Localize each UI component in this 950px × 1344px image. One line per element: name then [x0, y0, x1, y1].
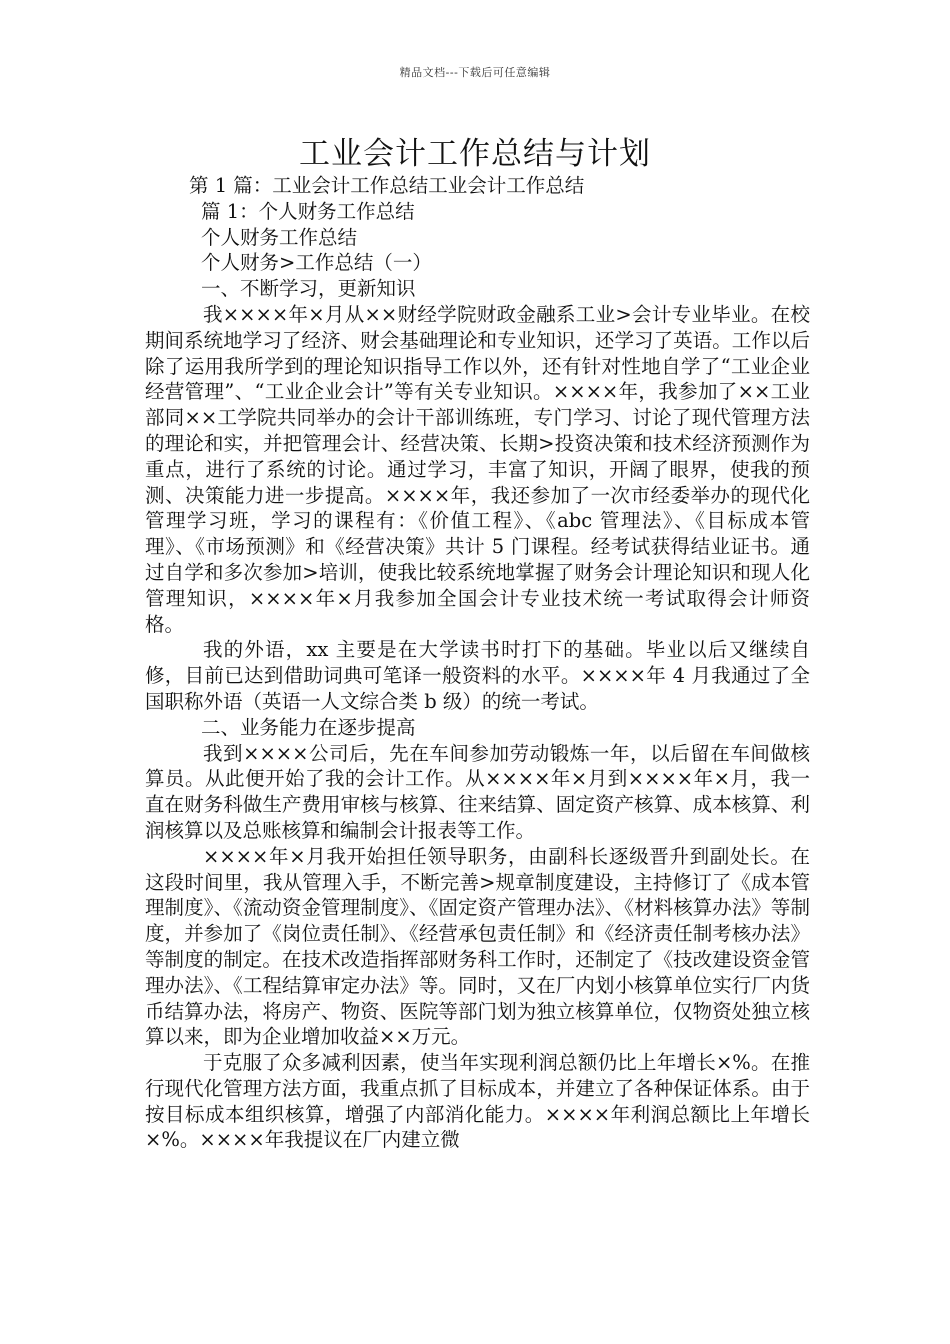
document-title: 工业会计工作总结与计划: [299, 136, 651, 172]
header-note: 精品文档---下载后可任意编辑: [399, 66, 551, 79]
part-heading-2: 二、业务能力在逐步提高: [201, 715, 416, 739]
section-heading: 篇 1：个人财务工作总结: [201, 199, 415, 223]
paragraph-3: 我到××××公司后，先在车间参加劳动锻炼一年，以后留在车间做核算员。从此便开始了我的会计工作。从××××年×月到××××年×月，我一直在财务科做生产费用审核与核算、往来结算、固定资产核算、成本核算、利润核算以及总账核算和编制会计报表等工作。: [145, 741, 810, 842]
paragraph-4: ××××年×月我开始担任领导职务，由副科长逐级晋升到副处长。在这段时间里，我从管理入手，不断完善>规章制度建设，主持修订了《成本管理制度》、《流动资金管理制度》、《固定资产管理办法》、《材料核算办法》等制度，并参加了《岗位责任制》、《经营承包责任制》和《经济责任制考核办法》等制度的制定。在技术改造指挥部财务科工作时，还制定了《技改建设资金管理办法》、《工程结算审定办法》等。同时，又在厂内划小核算单位实行厂内货币结算办法，将房产、物资、医院等部门划为独立核算单位，仅物资处独立核算以来，即为企业增加收益××万元。: [145, 844, 810, 1049]
paragraph-5: 于克服了众多减利因素，使当年实现利润总额仍比上年增长×%。在推行现代化管理方法方面，我重点抓了目标成本，并建立了各种保证体系。由于按目标成本组织核算，增强了内部消化能力。××××年利润总额比上年增长×%。××××年我提议在厂内建立微: [145, 1051, 810, 1152]
chapter-heading: 第 1 篇：工业会计工作总结工业会计工作总结: [189, 174, 585, 197]
document-body: [145, 173, 810, 1153]
subsection-heading-numbered: 个人财务>工作总结（一）: [201, 251, 432, 275]
part-heading-1: 一、不断学习，更新知识: [201, 277, 416, 301]
paragraph-1: 我××××年×月从××财经学院财政金融系工业>会计专业毕业。在校期间系统地学习了经济、财会基础理论和专业知识，还学习了英语。工作以后除了运用我所学到的理论知识指导工作以外，还有针对性地自学了“工业企业经营管理”、“工业企业会计”等有关专业知识。××××年，我参加了××工业部同××工学院共同举办的会计干部训练班，专门学习、讨论了现代管理方法的理论和实，并把管理会计、经营决策、长期>投资决策和技术经济预测作为重点，进行了系统的讨论。通过学习，丰富了知识，开阔了眼界，使我的预测、决策能力进一步提高。××××年，我还参加了一次市经委举办的现代化管理学习班，学习的课程有：《价值工程》、《abc 管理法》、《目标成本管理》、《市场预测》和《经营决策》共计 5 门课程。经考试获得结业证书。通过自学和多次参加>培训，使我比较系统地掌握了财务会计理论知识和现人化管理知识，××××年×月我参加全国会计专业技术统一考试取得会计师资格。: [145, 302, 810, 636]
paragraph-2: 我的外语，xx 主要是在大学读书时打下的基础。毕业以后又继续自修，目前已达到借助词典可笔译一般资料的水平。××××年 4 月我通过了全国职称外语（英语一人文综合类 b 级）的统一考试。: [145, 638, 810, 713]
subsection-heading: 个人财务工作总结: [201, 225, 358, 249]
